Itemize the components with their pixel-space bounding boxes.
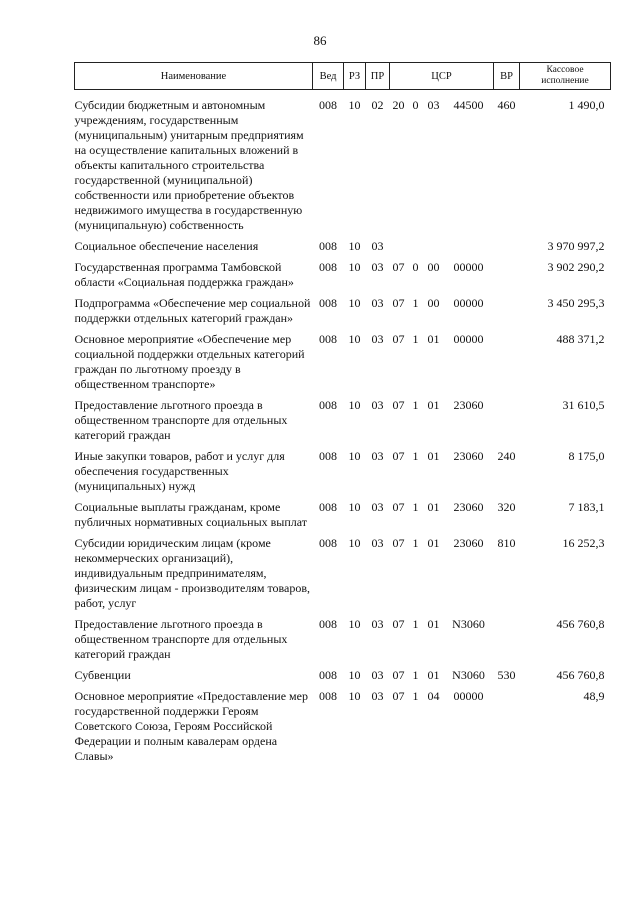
cell-csr-subprogram: 1	[412, 617, 419, 631]
cell-csr-program: 07	[392, 536, 405, 550]
cell-name: Основное мероприятие «Предоставление мер государственной поддержки Героям Советского Союза, Героям Российской Федерации и полным кавалерам ордена Славы»	[74, 689, 308, 763]
cell-vr	[494, 260, 520, 296]
cell-rz: 10	[348, 98, 361, 112]
header-vr: ВР	[494, 63, 520, 90]
cell-vr: 810	[497, 536, 516, 550]
header-exec-line1: Кассовое	[546, 65, 584, 75]
cell-rz: 10	[348, 296, 361, 310]
cell-ved: 008	[319, 449, 337, 463]
cell-csr-program: 07	[392, 668, 405, 682]
cell-ved: 008	[319, 239, 337, 253]
cell-name: Субсидии бюджетным и автономным учреждениям, государственным (муниципальным) унитарным предприятиям на осуществление капитальных вложений в объекты капитального строительства государственной (муниципальной) собственности или приобретение объектов недвижимого имущества в государственную (муниципальную) собственность	[74, 98, 304, 232]
cell-csr-event: 00	[427, 260, 440, 274]
cell-name: Субсидии юридическим лицам (кроме некоммерческих организаций), индивидуальным предпринимателям, физическим лицам - производителям товаров, работ, услуг	[74, 536, 311, 610]
cell-csr-direction: 23060	[453, 449, 484, 463]
cell-name: Социальное обеспечение населения	[74, 239, 259, 253]
cell-vr: 460	[497, 98, 516, 112]
cell-rz: 10	[348, 332, 361, 346]
cell-vr: 320	[497, 500, 516, 514]
cell-csr-event: 01	[427, 398, 440, 412]
header-csr: ЦСР	[390, 63, 494, 90]
cell-csr-subprogram: 1	[412, 398, 419, 412]
cell-csr-subprogram: 1	[412, 500, 419, 514]
cell-csr-program: 07	[392, 689, 405, 703]
cell-csr-program: 07	[392, 332, 405, 346]
cell-pr: 03	[371, 617, 384, 631]
cell-rz: 10	[348, 260, 361, 274]
cell-csr-program	[390, 239, 408, 260]
table-row	[75, 398, 611, 449]
cell-csr-event: 01	[427, 617, 440, 631]
cell-amount: 8 175,0	[568, 449, 605, 463]
cell-csr-event	[424, 239, 444, 260]
cell-csr-program: 07	[392, 500, 405, 514]
cell-csr-subprogram: 1	[412, 332, 419, 346]
page-number: 86	[313, 33, 327, 48]
table-row	[75, 500, 611, 536]
cell-csr-event: 01	[427, 332, 440, 346]
cell-pr: 03	[371, 449, 384, 463]
cell-vr	[494, 398, 520, 449]
cell-csr-subprogram: 1	[412, 689, 419, 703]
cell-vr	[494, 239, 520, 260]
cell-ved: 008	[319, 500, 337, 514]
cell-amount: 48,9	[583, 689, 605, 703]
cell-csr-program: 20	[392, 98, 405, 112]
header-exec-line2: исполнение	[541, 76, 589, 86]
cell-csr-direction: 00000	[453, 332, 484, 346]
cell-csr-subprogram: 1	[412, 296, 419, 310]
cell-csr-event: 01	[427, 500, 440, 514]
cell-amount: 488 371,2	[556, 332, 605, 346]
cell-rz: 10	[348, 668, 361, 682]
budget-table	[74, 62, 611, 770]
cell-pr: 03	[371, 536, 384, 550]
cell-vr	[494, 617, 520, 668]
table-row	[75, 332, 611, 398]
cell-csr-direction: 23060	[453, 500, 484, 514]
cell-ved: 008	[319, 296, 337, 310]
header-pr: ПР	[366, 63, 390, 90]
cell-name: Социальные выплаты гражданам, кроме публичных нормативных социальных выплат	[74, 500, 308, 529]
cell-rz: 10	[348, 617, 361, 631]
cell-ved: 008	[319, 260, 337, 274]
cell-rz: 10	[348, 689, 361, 703]
table-row	[75, 536, 611, 617]
cell-amount: 3 450 295,3	[547, 296, 605, 310]
cell-csr-subprogram	[408, 239, 424, 260]
table-row	[75, 617, 611, 668]
cell-name: Иные закупки товаров, работ и услуг для обеспечения государственных (муниципальных) нужд	[74, 449, 285, 493]
cell-name: Государственная программа Тамбовской области «Социальная поддержка граждан»	[74, 260, 294, 289]
header-ved: Вед	[313, 63, 344, 90]
cell-csr-event: 04	[427, 689, 440, 703]
table-body	[75, 90, 611, 771]
cell-pr: 03	[371, 239, 384, 253]
cell-amount: 3 970 997,2	[547, 239, 605, 253]
cell-ved: 008	[319, 536, 337, 550]
cell-rz: 10	[348, 398, 361, 412]
cell-vr	[494, 296, 520, 332]
header-name: Наименование	[75, 63, 313, 90]
cell-csr-subprogram: 1	[412, 668, 419, 682]
cell-ved: 008	[319, 332, 337, 346]
table-row	[75, 260, 611, 296]
cell-amount: 16 252,3	[562, 536, 605, 550]
cell-csr-direction: N3060	[452, 617, 485, 631]
cell-csr-direction: 00000	[453, 296, 484, 310]
cell-amount: 456 760,8	[556, 617, 605, 631]
cell-name: Предоставление льготного проезда в общественном транспорте для отдельных категорий граждан	[74, 617, 288, 661]
cell-rz: 10	[348, 500, 361, 514]
cell-csr-subprogram: 1	[412, 449, 419, 463]
cell-pr: 03	[371, 398, 384, 412]
cell-ved: 008	[319, 617, 337, 631]
cell-csr-program: 07	[392, 296, 405, 310]
cell-csr-program: 07	[392, 449, 405, 463]
cell-csr-direction: 23060	[453, 398, 484, 412]
table-row	[75, 689, 611, 770]
cell-csr-direction: 00000	[453, 260, 484, 274]
cell-pr: 03	[371, 332, 384, 346]
cell-vr: 240	[497, 449, 516, 463]
cell-rz: 10	[348, 449, 361, 463]
cell-csr-event: 03	[427, 98, 440, 112]
cell-csr-event: 01	[427, 668, 440, 682]
table-row	[75, 239, 611, 260]
cell-ved: 008	[319, 398, 337, 412]
cell-csr-program: 07	[392, 398, 405, 412]
table-row	[75, 449, 611, 500]
cell-name: Субвенции	[74, 668, 131, 682]
cell-csr-subprogram: 1	[412, 536, 419, 550]
cell-pr: 03	[371, 500, 384, 514]
cell-csr-subprogram: 0	[412, 98, 419, 112]
cell-name: Подпрограмма «Обеспечение мер социальной поддержки отдельных категорий граждан»	[74, 296, 311, 325]
cell-pr: 03	[371, 260, 384, 274]
cell-amount: 3 902 290,2	[547, 260, 605, 274]
cell-ved: 008	[319, 98, 337, 112]
cell-amount: 7 183,1	[568, 500, 605, 514]
header-cash-execution	[520, 63, 611, 90]
cell-csr-direction: 23060	[453, 536, 484, 550]
cell-csr-event: 01	[427, 449, 440, 463]
cell-pr: 03	[371, 689, 384, 703]
cell-amount: 1 490,0	[568, 98, 605, 112]
cell-amount: 456 760,8	[556, 668, 605, 682]
header-rz: РЗ	[344, 63, 366, 90]
cell-csr-program: 07	[392, 260, 405, 274]
cell-pr: 03	[371, 296, 384, 310]
cell-csr-direction: N3060	[452, 668, 485, 682]
cell-csr-direction: 44500	[453, 98, 484, 112]
cell-name: Предоставление льготного проезда в общественном транспорте для отдельных категорий граждан	[74, 398, 288, 442]
cell-csr-program: 07	[392, 617, 405, 631]
cell-csr-event: 00	[427, 296, 440, 310]
cell-ved: 008	[319, 668, 337, 682]
cell-csr-direction: 00000	[453, 689, 484, 703]
cell-pr: 02	[371, 98, 384, 112]
table-row	[75, 668, 611, 689]
cell-vr	[494, 332, 520, 398]
cell-csr-event: 01	[427, 536, 440, 550]
cell-vr	[494, 689, 520, 770]
cell-rz: 10	[348, 239, 361, 253]
table-row	[75, 296, 611, 332]
cell-pr: 03	[371, 668, 384, 682]
table-row	[75, 90, 611, 240]
cell-vr: 530	[497, 668, 516, 682]
cell-amount: 31 610,5	[562, 398, 605, 412]
cell-rz: 10	[348, 536, 361, 550]
cell-ved: 008	[319, 689, 337, 703]
cell-name: Основное мероприятие «Обеспечение мер социальной поддержки отдельных категорий граждан по льготному проезду в общественном транспорте»	[74, 332, 305, 391]
cell-csr-subprogram: 0	[412, 260, 419, 274]
table-header-row	[75, 63, 611, 90]
cell-csr-direction	[444, 239, 494, 260]
